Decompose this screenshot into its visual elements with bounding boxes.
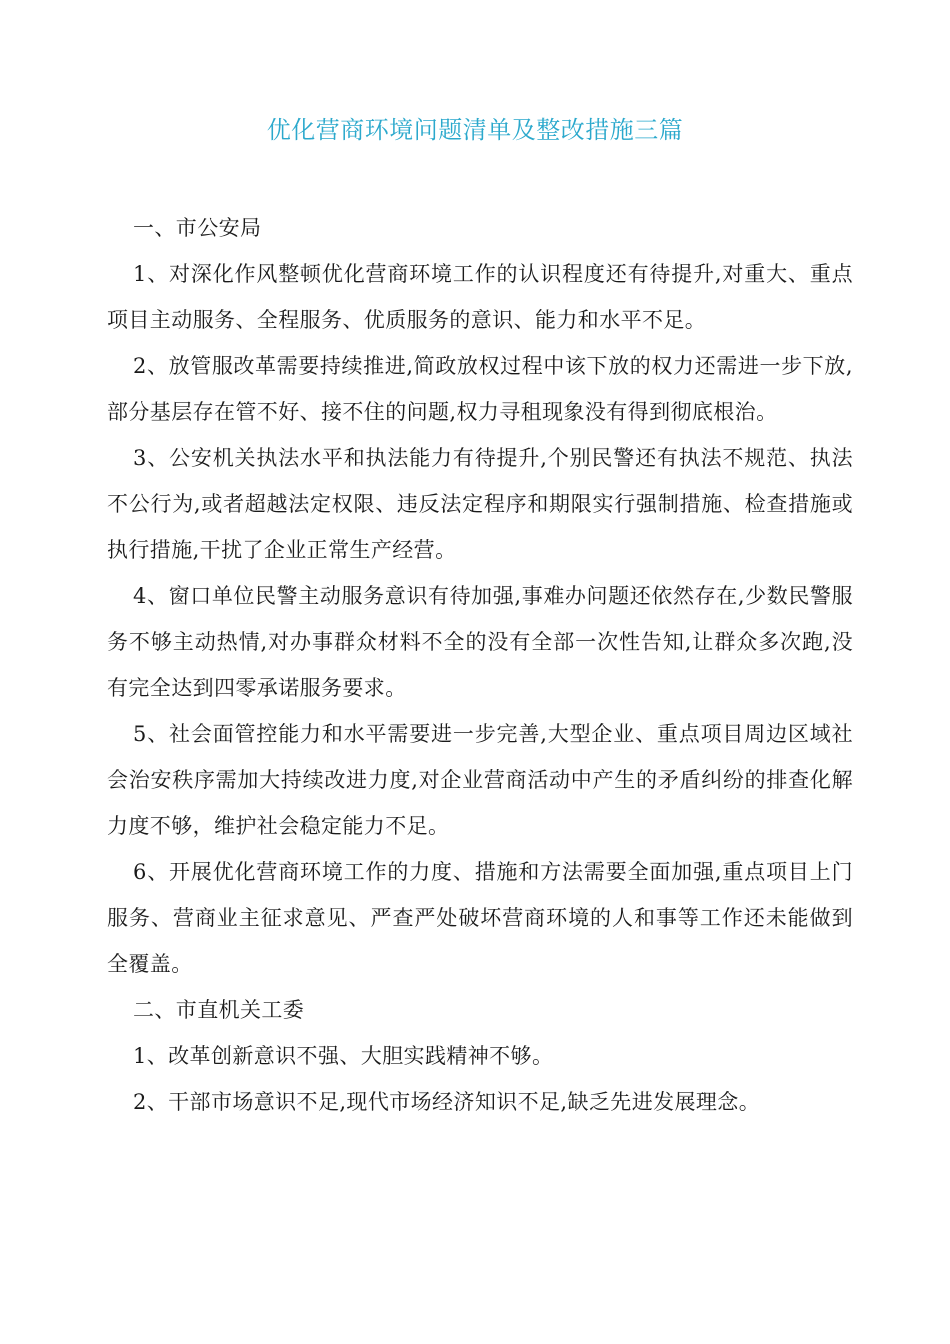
paragraph: 6、开展优化营商环境工作的力度、措施和方法需要全面加强,重点项目上门服务、营商业主征求意见、严查严处破坏营商环境的人和事等工作还未能做到全覆盖。 <box>107 860 853 976</box>
paragraph: 2、放管服改革需要持续推进,简政放权过程中该下放的权力还需进一步下放,部分基层存在管不好、接不住的问题,权力寻租现象没有得到彻底根治。 <box>107 354 853 424</box>
document-title: 优化营商环境问题清单及整改措施三篇 <box>266 116 684 144</box>
document-body <box>107 205 853 1125</box>
paragraph: 1、对深化作风整顿优化营商环境工作的认识程度还有待提升,对重大、重点项目主动服务、全程服务、优质服务的意识、能力和水平不足。 <box>107 262 853 332</box>
section-heading: 二、市直机关工委 <box>133 998 305 1022</box>
paragraph: 5、社会面管控能力和水平需要进一步完善,大型企业、重点项目周边区域社会治安秩序需加大持续改进力度,对企业营商活动中产生的矛盾纠纷的排查化解力度不够，维护社会稳定能力不足。 <box>107 722 853 838</box>
paragraph: 4、窗口单位民警主动服务意识有待加强,事难办问题还依然存在,少数民警服务不够主动热情,对办事群众材料不全的没有全部一次性告知,让群众多次跑,没有完全达到四零承诺服务要求。 <box>107 584 853 700</box>
paragraph: 1、改革创新意识不强、大胆实践精神不够。 <box>133 1044 554 1068</box>
paragraph: 3、公安机关执法水平和执法能力有待提升,个别民警还有执法不规范、执法不公行为,或者超越法定权限、违反法定程序和期限实行强制措施、检查措施或执行措施,干扰了企业正常生产经营。 <box>107 446 853 562</box>
paragraph: 2、干部市场意识不足,现代市场经济知识不足,缺乏先进发展理念。 <box>133 1090 761 1114</box>
section-heading: 一、市公安局 <box>133 216 262 240</box>
